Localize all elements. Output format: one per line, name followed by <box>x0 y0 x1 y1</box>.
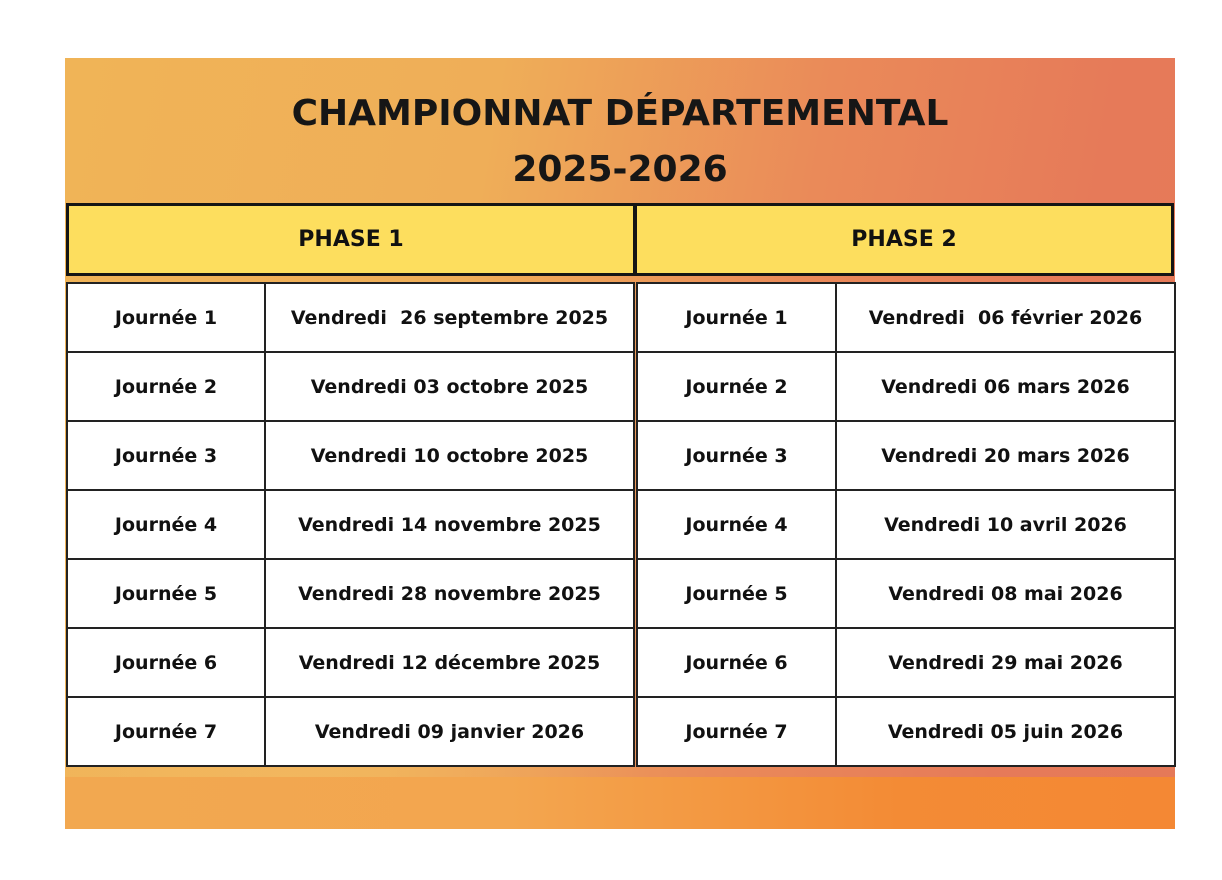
date-cell: Vendredi 09 janvier 2026 <box>265 697 634 766</box>
journee-cell: Journée 6 <box>67 628 265 697</box>
phase-1-header: PHASE 1 <box>66 203 636 276</box>
table-row <box>637 697 1175 766</box>
phase-2-header: PHASE 2 <box>634 203 1174 276</box>
date-cell: Vendredi 08 mai 2026 <box>836 559 1175 628</box>
date-cell: Vendredi 03 octobre 2025 <box>265 352 634 421</box>
journee-cell: Journée 3 <box>67 421 265 490</box>
table-row <box>637 490 1175 559</box>
journee-cell: Journée 2 <box>67 352 265 421</box>
date-cell: Vendredi 14 novembre 2025 <box>265 490 634 559</box>
date-cell: Vendredi 12 décembre 2025 <box>265 628 634 697</box>
title-line-2: 2025-2026 <box>512 149 728 190</box>
date-cell: Vendredi 10 avril 2026 <box>836 490 1175 559</box>
journee-cell: Journée 1 <box>67 283 265 352</box>
table-row <box>637 283 1175 352</box>
table-row <box>637 559 1175 628</box>
bottom-band <box>65 777 1175 829</box>
table-row <box>67 421 634 490</box>
journee-cell: Journée 7 <box>67 697 265 766</box>
table-row <box>67 352 634 421</box>
table-row <box>637 421 1175 490</box>
table-row <box>637 352 1175 421</box>
table-row <box>637 628 1175 697</box>
date-cell: Vendredi 06 février 2026 <box>836 283 1175 352</box>
poster <box>65 58 1175 829</box>
phase-2-table <box>636 282 1176 767</box>
table-row <box>67 559 634 628</box>
date-cell: Vendredi 20 mars 2026 <box>836 421 1175 490</box>
journee-cell: Journée 1 <box>637 283 836 352</box>
date-cell: Vendredi 29 mai 2026 <box>836 628 1175 697</box>
journee-cell: Journée 3 <box>637 421 836 490</box>
phase-1-table <box>66 282 635 767</box>
page-title <box>65 86 1175 198</box>
date-cell: Vendredi 26 septembre 2025 <box>265 283 634 352</box>
table-row <box>67 283 634 352</box>
journee-cell: Journée 7 <box>637 697 836 766</box>
journee-cell: Journée 4 <box>637 490 836 559</box>
date-cell: Vendredi 10 octobre 2025 <box>265 421 634 490</box>
table-row <box>67 697 634 766</box>
journee-cell: Journée 2 <box>637 352 836 421</box>
date-cell: Vendredi 06 mars 2026 <box>836 352 1175 421</box>
table-row <box>67 628 634 697</box>
journee-cell: Journée 4 <box>67 490 265 559</box>
journee-cell: Journée 5 <box>637 559 836 628</box>
journee-cell: Journée 5 <box>67 559 265 628</box>
date-cell: Vendredi 05 juin 2026 <box>836 697 1175 766</box>
title-line-1: CHAMPIONNAT DÉPARTEMENTAL <box>291 93 949 134</box>
date-cell: Vendredi 28 novembre 2025 <box>265 559 634 628</box>
journee-cell: Journée 6 <box>637 628 836 697</box>
table-row <box>67 490 634 559</box>
